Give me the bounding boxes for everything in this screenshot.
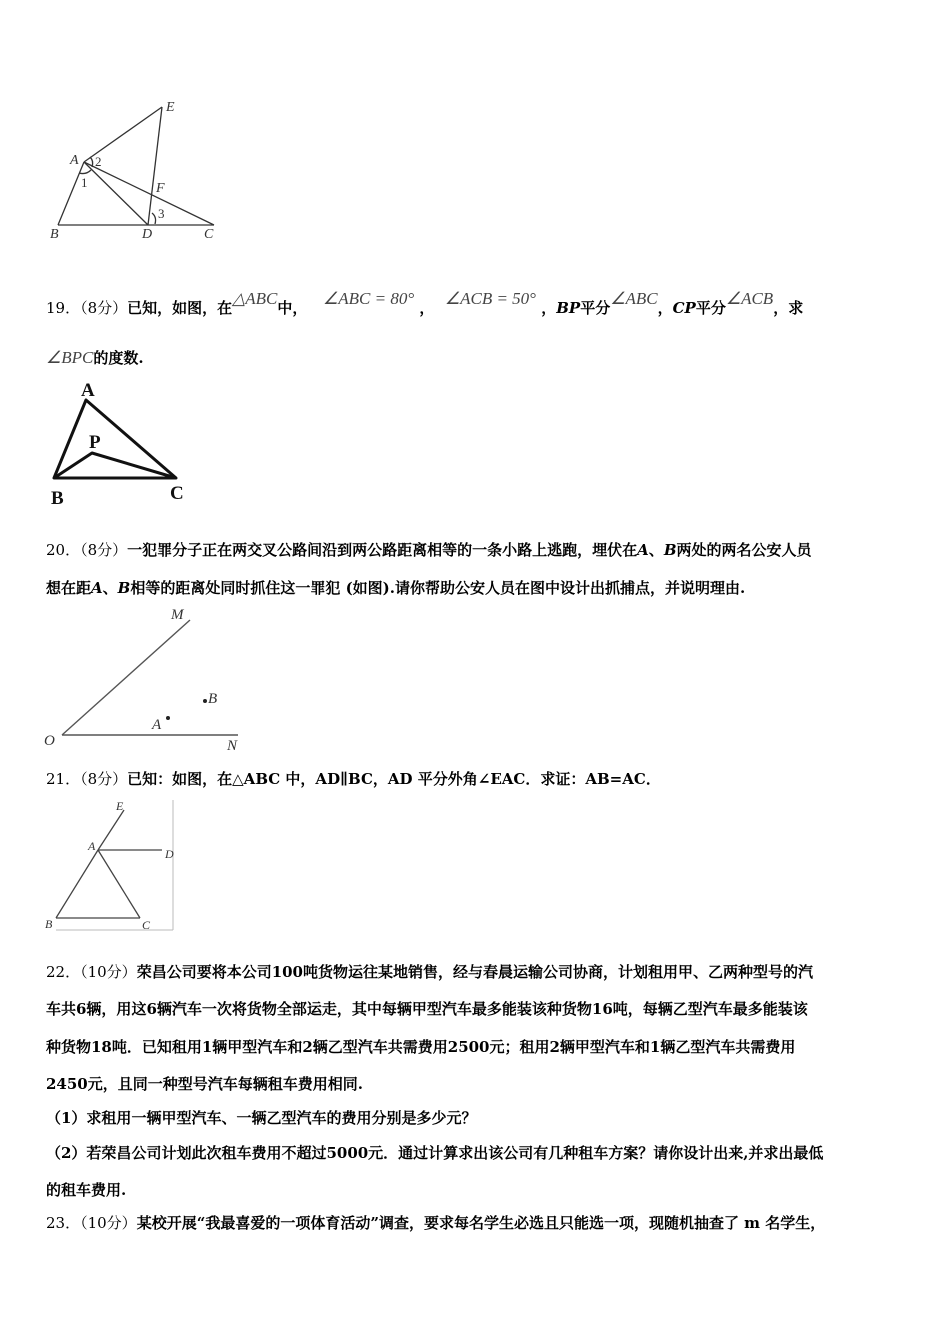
label-O: O bbox=[44, 733, 55, 749]
math-angle-bpc: ∠BPC bbox=[46, 348, 94, 367]
question-22-line-1: 22．（10分）荣昌公司要将本公司100吨货物运往某地销售，经与春晨运输公司协商，计划租用甲、乙两种型号的汽 bbox=[46, 963, 814, 981]
question-20-line-1: 20．（8分）一犯罪分子正在两交叉公路间沿到两公路距离相等的一条小路上逃跑，埋伏在A、B两处的两名公安人员 bbox=[46, 541, 812, 559]
angle-1: 1 bbox=[81, 175, 88, 190]
question-20-line-2: 想在距A、B相等的距离处同时抓住这一罪犯 (如图).请你帮助公安人员在图中设计出抓捕点，并说明理由. bbox=[46, 579, 746, 597]
label-A: A bbox=[152, 717, 162, 733]
math-angle-abc: ∠ABC bbox=[610, 289, 658, 308]
label-C: C bbox=[204, 227, 214, 242]
question-number: 20．（8分） bbox=[46, 541, 128, 559]
math-angle-acb: ∠ACB bbox=[725, 289, 774, 308]
label-C: C bbox=[170, 483, 184, 504]
label-A: A bbox=[70, 153, 79, 168]
math-angle-acb-50: ∠ACB = 50° bbox=[444, 289, 536, 308]
label-F: F bbox=[156, 181, 165, 196]
question-22-part-2: （2）若荣昌公司计划此次租车费用不超过5000元．通过计算求出该公司有几种租车方案？请你设计出来,并求出最低 bbox=[46, 1144, 824, 1162]
angle-2: 2 bbox=[95, 154, 102, 169]
question-21: 21．（8分）已知：如图，在△ABC 中，AD∥BC，AD 平分外角∠EAC．求证：AB=AC． bbox=[46, 770, 661, 788]
label-D: D bbox=[165, 847, 174, 861]
math-triangle-abc: △ABC bbox=[232, 289, 278, 308]
figure-19 bbox=[44, 378, 194, 513]
angle-3: 3 bbox=[158, 206, 165, 221]
question-number: 22．（10分） bbox=[46, 963, 137, 981]
question-22-line-3: 种货物18吨．已知租用1辆甲型汽车和2辆乙型汽车共需费用2500元；租用2辆甲型汽车和1辆乙型汽车共需费用 bbox=[46, 1038, 796, 1056]
label-A: A bbox=[81, 380, 95, 401]
label-B: B bbox=[51, 488, 64, 509]
label-B: B bbox=[45, 917, 53, 931]
question-19: 19．（8分）已知，如图，在△ABC中， ∠ABC = 80° ， ∠ACB = 50° ，BP平分∠ABC，CP平分∠ACB，求 bbox=[46, 289, 804, 317]
question-22-part-1: （1）求租用一辆甲型汽车、一辆乙型汽车的费用分别是多少元？ bbox=[46, 1109, 477, 1127]
question-number: 19．（8分） bbox=[46, 299, 128, 317]
label-C: C bbox=[142, 918, 151, 932]
label-E: E bbox=[166, 100, 175, 115]
label-E: E bbox=[116, 799, 124, 813]
label-A: A bbox=[88, 839, 96, 853]
figure-20 bbox=[40, 600, 250, 755]
math-angle-abc-80: ∠ABC = 80° bbox=[323, 289, 415, 308]
label-B: B bbox=[50, 227, 59, 242]
figure-21 bbox=[42, 798, 177, 933]
label-D: D bbox=[142, 227, 153, 242]
label-M: M bbox=[171, 607, 184, 623]
label-N: N bbox=[227, 738, 238, 754]
question-23: 23．（10分）某校开展“我最喜爱的一项体育活动”调查，要求每名学生必选且只能选一项，现随机抽查了 m 名学生， bbox=[46, 1214, 826, 1232]
question-19-cont: ∠BPC的度数. bbox=[46, 348, 144, 367]
question-22-line-2: 车共6辆，用这6辆汽车一次将货物全部运走，其中每辆甲型汽车最多能装该种货物16吨，每辆乙型汽车最多能装该 bbox=[46, 1000, 808, 1018]
figure-18 bbox=[44, 95, 224, 245]
label-B: B bbox=[208, 691, 218, 707]
question-number: 23．（10分） bbox=[46, 1214, 137, 1232]
label-P: P bbox=[89, 432, 101, 453]
question-22-line-4: 2450元，且同一种型号汽车每辆租车费用相同. bbox=[46, 1075, 363, 1093]
question-number: 21．（8分） bbox=[46, 770, 128, 788]
question-22-part-2-cont: 的租车费用. bbox=[46, 1181, 127, 1199]
